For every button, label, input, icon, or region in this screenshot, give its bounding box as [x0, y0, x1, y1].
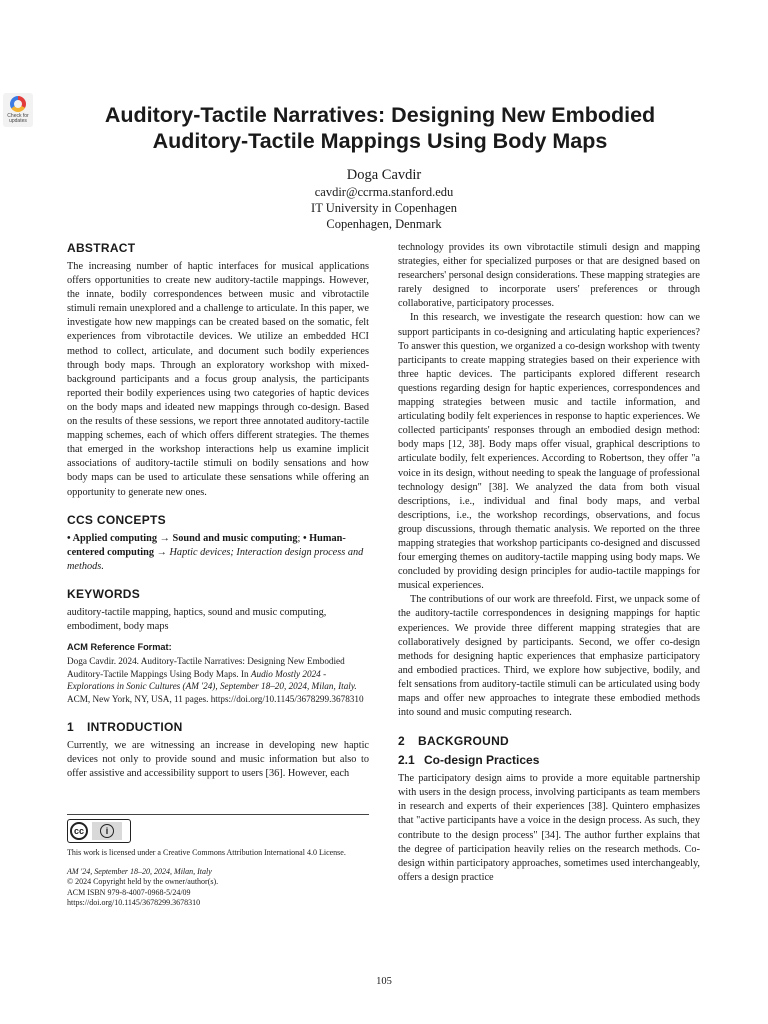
acm-reference-heading: ACM Reference Format:: [67, 642, 172, 653]
codesign-heading: [398, 753, 700, 767]
license-text: This work is licensed under a Creative Commons Attribution International 4.0 License.: [67, 848, 346, 857]
ccs-text: [67, 532, 369, 574]
ccs-human: • Human-centered computing: [67, 532, 346, 558]
ccs-arrow-1: →: [157, 532, 173, 544]
page-number: 105: [376, 976, 392, 987]
abstract-text: The increasing number of haptic interfaces for musical applications offers opportunities to create new auditory-tactile mappings. However, the innate, bodily correspondences between music and vibrotactile stimuli remain unexplored and a challenge to articulate. In this paper, we investigate how new mappings can be created based on the somatic, felt experiences from vibrotactile devices. We utilize an embedded HCI method to collect, articulate, and document such bodily experiences through body maps. Through an exploratory workshop with mixed-background participants and a focus group analysis, the participants reported their bodily experiences using two categories of haptic devices on the body maps and ideated new mappings through co-design. Based on the results of these sessions, we report three annotated auditory-tactile mapping schemes, each of which offers different strategies. The themes that emerged in the workshop interactions help us examine implicit associations of auditory-tactile stimuli on bodily sensations and how body maps can be used to articulate these sensations while offering an opportunity to generate new ones.: [67, 261, 369, 498]
right-paragraph-3: The contributions of our work are threefold. First, we unpack some of the auditory-tactile correspondences in designing mappings for haptic experiences. We provide three different mapping strategies that are collaboratively designed by participants. Second, we offer co-design methods for designing haptic experiences that emphasize participatory and embodied practices. Third, we explore how subjective, bodily, and felt sensations from auditory-tactile stimuli can be articulated using body maps and offer new approaches to integrate these embodied methods into sound and music computing research.: [398, 594, 700, 719]
author-email: cavdir@ccrma.stanford.edu: [314, 185, 454, 199]
copyright-text: © 2024 Copyright held by the owner/author(s).: [67, 877, 219, 886]
title-line-2: Auditory-Tactile Mappings Using Body Maps: [152, 129, 608, 153]
by-icon-box: [92, 822, 122, 840]
right-column: [398, 241, 700, 885]
ccs-sound: Sound and music computing: [172, 532, 298, 544]
codesign-number: 2.1: [398, 753, 415, 768]
cc-icon: cc: [70, 822, 88, 840]
right-paragraph-2: In this research, we investigate the research question: how can we support participants in co-designing and articulating haptic experiences? To answer this question, we organized a co-design workshop with twenty participants to create mapping strategies based on their experience with three haptic devices. The participants explored different research questions regarding design for haptic experiences, correspondences and mapping strategies between music and tactile information, and articulating bodily felt experiences in response to haptic experiences. We collected participants' responses through an embodied design method: body maps [12, 38]. Body maps offer visual, graphical descriptions to articulate bodily, felt experiences. According to Robertson, they offer "a voice in its design, without needing to speak the language of professional technology design" [38]. We analyzed the data from both visual descriptions, i.e., individual and final body maps, and verbal descriptions, i.e., the workshop recordings, observations, and focus group discussions, through thematic analysis. We reported on the three mapping strategies that workshop participants co-designed and discussed four emerging themes on auditory-tactile mapping using body maps. We concluded by providing design principles for audio-tactile mappings for musical experiences.: [398, 312, 700, 592]
acm-ref-part-1: Doga Cavdir. 2024. Auditory-Tactile Narratives: Designing New Embodied Auditory-Tactile Mappings Using Body Maps. In: [67, 656, 345, 679]
doi-link[interactable]: https://doi.org/10.1145/3678299.3678310: [67, 898, 201, 907]
ccs-applied: • Applied computing: [67, 532, 158, 544]
introduction-heading: [67, 720, 369, 734]
ccs-haptic: Haptic devices; Interaction design process and methods.: [67, 546, 364, 572]
check-for-updates-badge[interactable]: [3, 93, 33, 127]
author-affiliation: IT University in Copenhagen: [311, 201, 457, 215]
conference-info: AM '24, September 18–20, 2024, Milan, Italy: [67, 866, 212, 876]
acm-ref-part-2: ACM, New York, NY, USA, 11 pages. https://doi.org/10.1145/3678299.3678310: [67, 693, 364, 704]
left-column: [67, 241, 369, 781]
right-paragraph-1: technology provides its own vibrotactile stimuli design and mapping strategies, either for specialized purposes or that are designed based on researchers' personal design considerations. These mapping strategies are rarely designed to incorporate users' preferences or through collaborative, participatory processes.: [398, 242, 700, 310]
author-location: Copenhagen, Denmark: [326, 217, 442, 231]
author-name: Doga Cavdir: [346, 167, 422, 183]
ccs-heading: CCS CONCEPTS: [67, 512, 166, 527]
isbn-text: ACM ISBN 979-8-4007-0968-5/24/09: [67, 887, 191, 897]
acm-ref-venue: Audio Mostly 2024 - Explorations in Sonic Cultures (AM '24), September 18–20, 2024, Milan, Italy.: [67, 668, 357, 692]
ccs-separator: ;: [297, 532, 303, 544]
acm-reference-text: [67, 655, 369, 705]
paper-title: [90, 102, 670, 154]
intro-text: Currently, we are witnessing an increase in developing new haptic devices not only to provide sound and music information but also to offer assistive and accessibility support to users [36]. However, each: [67, 739, 369, 779]
crossmark-icon: [10, 96, 26, 112]
attribution-icon: i: [100, 824, 114, 838]
intro-title: INTRODUCTION: [87, 719, 183, 734]
abstract-heading: ABSTRACT: [67, 241, 136, 255]
intro-number: 1: [67, 719, 74, 734]
ccs-arrow-2: →: [154, 546, 170, 558]
title-line-1: Auditory-Tactile Narratives: Designing New Embodied: [104, 103, 656, 127]
keywords-heading: KEYWORDS: [67, 586, 141, 601]
right-paragraph-4: The participatory design aims to provide a more equitable partnership with users in the design process, involving participants as team members in research and experts of their experiences [38]. Quintero emphasizes that "active participants have a voice in the design process. As such, they contribute to the design process" [34]. The author further explains that the degree of participation heavily relies on the research methods. Co-design within participatory approaches, sometimes used interchangeably, offers a design practice: [398, 773, 700, 883]
author-block: [200, 167, 568, 232]
background-number: 2: [398, 734, 405, 749]
codesign-title: Co-design Practices: [424, 753, 540, 768]
publication-info: [67, 867, 369, 909]
cc-by-logo[interactable]: [67, 819, 131, 843]
badge-label: Check for updates: [7, 113, 29, 124]
license-footer: [67, 814, 369, 909]
background-heading: [398, 734, 700, 748]
background-title: BACKGROUND: [418, 734, 509, 749]
keywords-text: auditory-tactile mapping, haptics, sound and music computing, embodiment, body maps: [67, 606, 327, 632]
